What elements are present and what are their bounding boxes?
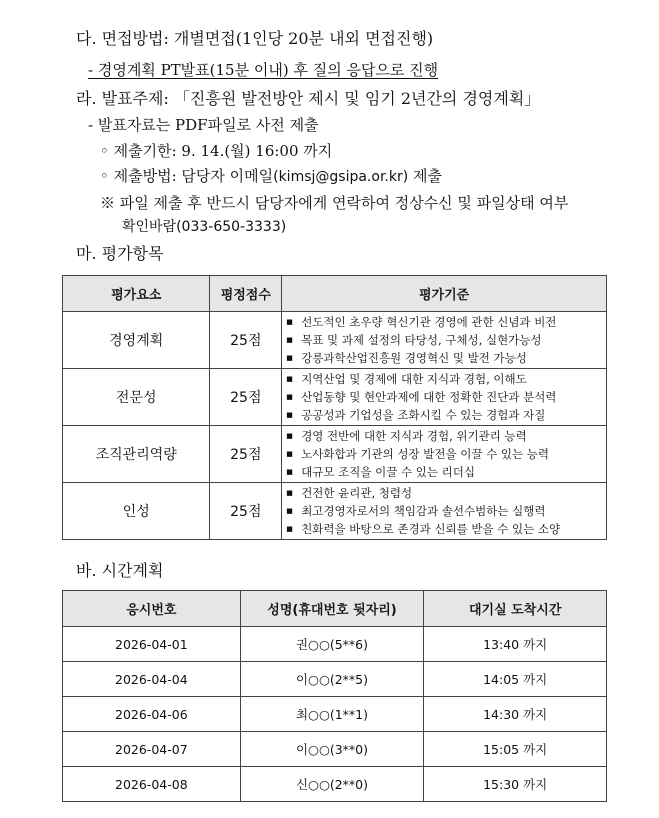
criteria-item: ■ 노사화합과 기관의 성장 발전을 이끌 수 있는 능력	[301, 445, 605, 463]
schedule-header-row	[63, 591, 607, 627]
table-row	[63, 767, 607, 802]
eval-score: 25점	[210, 483, 282, 540]
submission-method-prefix: ◦ 제출방법: 담당자 이메일	[100, 167, 274, 185]
eval-score: 25점	[210, 426, 282, 483]
section-ra-detail: - 발표자료는 PDF파일로 사전 제출	[88, 116, 319, 134]
arrival-time: 13:40 까지	[424, 627, 607, 662]
eval-header-criteria: 평가기준	[282, 276, 607, 312]
arrival-time: 15:05 까지	[424, 732, 607, 767]
criteria-item: ■ 대규모 조직을 이끌 수 있는 리더십	[301, 463, 605, 481]
arrival-time: 15:30 까지	[424, 767, 607, 802]
submission-method	[100, 167, 442, 186]
section-da-detail: - 경영계획 PT발표(15분 이내) 후 질의 응답으로 진행	[88, 61, 439, 79]
table-row	[63, 732, 607, 767]
applicant-number: 2026-04-01	[63, 627, 241, 662]
schedule-header-time: 대기실 도착시간	[424, 591, 607, 627]
table-row	[63, 312, 607, 369]
applicant-number: 2026-04-07	[63, 732, 241, 767]
eval-element: 전문성	[63, 369, 210, 426]
criteria-item: ■ 친화력을 바탕으로 존경과 신뢰를 받을 수 있는 소양	[301, 520, 605, 538]
applicant-number: 2026-04-04	[63, 662, 241, 697]
criteria-item: ■ 강릉과학산업진흥원 경영혁신 및 발전 가능성	[301, 349, 605, 367]
notice-line-1: ※ 파일 제출 후 반드시 담당자에게 연락하여 정상수신 및 파일상태 여부	[100, 194, 569, 212]
applicant-number: 2026-04-06	[63, 697, 241, 732]
eval-criteria	[282, 426, 607, 483]
eval-score: 25점	[210, 369, 282, 426]
table-row	[63, 627, 607, 662]
applicant-name: 권○○(5**6)	[240, 627, 424, 662]
eval-header-element: 평가요소	[63, 276, 210, 312]
eval-criteria	[282, 483, 607, 540]
table-row	[63, 697, 607, 732]
applicant-number: 2026-04-08	[63, 767, 241, 802]
section-ba-heading: 바. 시간계획	[76, 561, 164, 580]
arrival-time: 14:05 까지	[424, 662, 607, 697]
arrival-time: 14:30 까지	[424, 697, 607, 732]
evaluation-table	[62, 275, 607, 540]
applicant-name: 이○○(2**5)	[240, 662, 424, 697]
table-row	[63, 662, 607, 697]
criteria-item: ■ 최고경영자로서의 책임감과 솔선수범하는 실행력	[301, 502, 605, 520]
submission-deadline: ◦ 제출기한: 9. 14.(월) 16:00 까지	[100, 142, 333, 160]
eval-header-score: 평정점수	[210, 276, 282, 312]
applicant-name: 신○○(2**0)	[240, 767, 424, 802]
notice-line-2: 확인바람(033-650-3333)	[122, 219, 287, 235]
criteria-item: ■ 지역산업 및 경제에 대한 지식과 경험, 이해도	[301, 370, 605, 388]
criteria-item: ■ 선도적인 초우량 혁신기관 경영에 관한 신념과 비전	[301, 313, 605, 331]
table-row	[63, 369, 607, 426]
evaluation-header-row	[63, 276, 607, 312]
eval-element: 인성	[63, 483, 210, 540]
submission-method-suffix: 제출	[408, 167, 442, 185]
eval-criteria	[282, 369, 607, 426]
schedule-table	[62, 590, 607, 802]
criteria-item: ■ 공공성과 기업성을 조화시킬 수 있는 경험과 자질	[301, 406, 605, 424]
schedule-header-name: 성명(휴대번호 뒷자리)	[240, 591, 424, 627]
eval-element: 조직관리역량	[63, 426, 210, 483]
criteria-item: ■ 산업동향 및 현안과제에 대한 정확한 진단과 분석력	[301, 388, 605, 406]
table-row	[63, 483, 607, 540]
schedule-header-number: 응시번호	[63, 591, 241, 627]
section-da-heading: 다. 면접방법: 개별면접(1인당 20분 내외 면접진행)	[76, 29, 434, 48]
applicant-name: 이○○(3**0)	[240, 732, 424, 767]
criteria-item: ■ 건전한 윤리관, 청렴성	[301, 484, 605, 502]
section-ma-heading: 마. 평가항목	[76, 244, 164, 263]
criteria-item: ■ 목표 및 과제 설정의 타당성, 구체성, 실현가능성	[301, 331, 605, 349]
section-ra-heading: 라. 발표주제: 「진흥원 발전방안 제시 및 임기 2년간의 경영계획」	[76, 89, 541, 108]
applicant-name: 최○○(1**1)	[240, 697, 424, 732]
table-row	[63, 426, 607, 483]
contact-email: (kimsj@gsipa.or.kr)	[273, 169, 409, 185]
eval-criteria	[282, 312, 607, 369]
eval-element: 경영계획	[63, 312, 210, 369]
criteria-item: ■ 경영 전반에 대한 지식과 경험, 위기관리 능력	[301, 427, 605, 445]
eval-score: 25점	[210, 312, 282, 369]
